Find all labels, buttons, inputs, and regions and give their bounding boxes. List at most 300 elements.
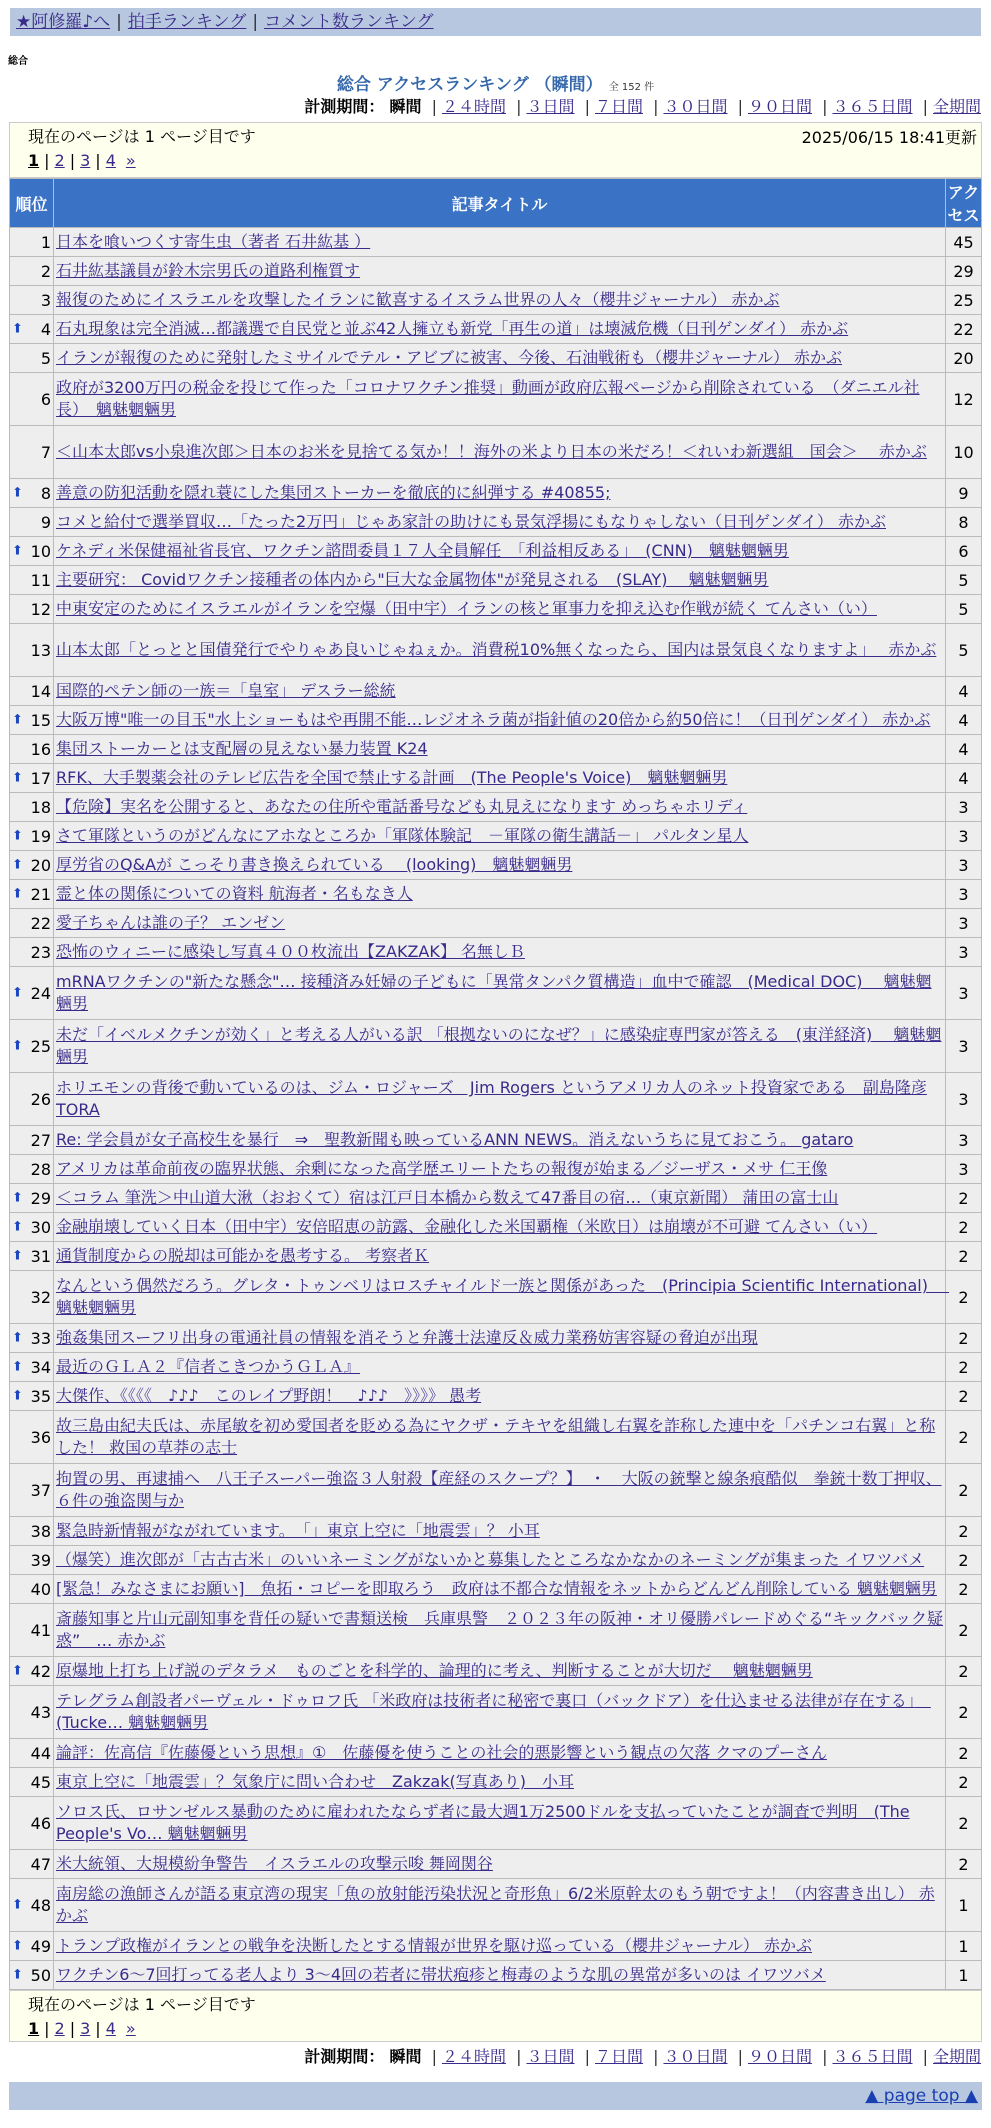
article-title-link[interactable]: 論評：佐高信『佐藤優という思想』① 佐藤優を使うことの社会的悪影響という観点の欠落 クマのプーさん — [56, 1743, 827, 1762]
rank-cell — [10, 1020, 54, 1073]
article-title-link[interactable]: ＜コラム 筆洗＞中山道大湫（おおくて）宿は江戸日本橋から数えて47番目の宿…（東京新聞） 蒲田の富士山 — [56, 1188, 839, 1207]
rank-cell — [10, 1768, 54, 1797]
rank-cell — [10, 1411, 54, 1464]
access-count: 2 — [946, 1353, 982, 1382]
article-title-link[interactable]: mRNAワクチンの"新たな懸念"… 接種済み妊婦の子どもに「異常タンパク質構造」血中で確認 (Medical DOC) 魑魅魍魎男 — [56, 972, 932, 1013]
period-link-90d[interactable]: ９０日間 — [747, 2047, 812, 2066]
article-title-link[interactable]: 愛子ちゃんは誰の子？ エンゼン — [56, 913, 286, 932]
rank-number: 38 — [30, 1521, 51, 1541]
article-title-link[interactable]: RFK、大手製薬会社のテレビ広告を全国で禁止する計画 (The People's Voice) 魑魅魍魎男 — [56, 768, 728, 787]
title-cell — [54, 1961, 946, 1990]
period-link-all[interactable]: 全期間 — [932, 97, 981, 116]
rank-cell — [10, 1879, 54, 1932]
article-title-link[interactable]: コメと給付で選挙買収…「たった2万円」じゃあ家計の助けにも景気浮揚にもなりゃしない（日刊ゲンダイ） 赤かぶ — [56, 512, 886, 531]
rank-cell — [10, 793, 54, 822]
article-title-link[interactable]: ワクチン6～7回打ってる老人より 3～4回の若者に帯状疱疹と梅毒のような肌の異常が多いのは イワツバメ — [56, 1965, 826, 1984]
access-count: 8 — [946, 508, 982, 537]
rank-number: 8 — [40, 483, 51, 503]
table-row — [10, 1020, 982, 1073]
column-header-access: アクセス — [946, 179, 982, 228]
nav-link-applause-ranking[interactable]: 拍手ランキング — [127, 12, 247, 32]
title-cell — [54, 1686, 946, 1739]
title-cell — [54, 735, 946, 764]
table-row — [10, 938, 982, 967]
rank-cell — [10, 706, 54, 735]
rank-number: 28 — [30, 1159, 51, 1179]
access-count: 45 — [946, 228, 982, 257]
table-row — [10, 595, 982, 624]
table-row — [10, 1879, 982, 1932]
table-row — [10, 1126, 982, 1155]
rank-number: 49 — [30, 1936, 51, 1956]
table-row — [10, 1411, 982, 1464]
up-arrow-icon: ⬆ — [12, 1663, 23, 1679]
rank-number: 25 — [30, 1036, 51, 1056]
article-title-link[interactable]: なんという偶然だろう。グレタ・トゥンベリはロスチャイルド一族と関係があった (Principia Scientific International) 魑魅魍魎男 — [56, 1276, 950, 1317]
rank-number: 41 — [30, 1620, 51, 1640]
up-arrow-icon: ⬆ — [12, 1388, 23, 1404]
title-cell — [54, 257, 946, 286]
table-row — [10, 1382, 982, 1411]
access-count: 5 — [946, 595, 982, 624]
period-selector-top: 計測期間： 瞬間 | ２４時間 | ３日間 | ７日間 | ３０日間 | ９０日間 | ３６５日間 | 全期間 — [304, 97, 981, 116]
title-cell — [54, 286, 946, 315]
article-title-link[interactable]: 政府が3200万円の税金を投じて作った「コロナワクチン推奨」動画が政府広報ページから削除されている （ダニエル社長） 魑魅魍魎男 — [56, 378, 920, 419]
article-title-link[interactable]: 山本太郎「とっとと国債発行でやりゃあ良いじゃねぇか。消費税10%無くなったら、国内は景気良くなりますよ」 赤かぶ — [56, 640, 937, 659]
table-row — [10, 508, 982, 537]
period-label: 計測期間： — [304, 2047, 385, 2066]
period-link-3d[interactable]: ３日間 — [526, 97, 575, 116]
title-cell — [54, 1657, 946, 1686]
rank-cell — [10, 1271, 54, 1324]
category-label: 総合 — [8, 56, 28, 67]
article-title-link[interactable]: 拘置の男、再逮捕へ 八王子スーパー強盗３人射殺【産経のスクープ？】 ・ 大阪の銃撃と線条痕酷似 拳銃十数丁押収、６件の強盗関与か — [56, 1469, 942, 1510]
rank-cell — [10, 537, 54, 566]
article-title-link[interactable]: [緊急！みなさまにお願い] 魚拓・コピーを即取ろう 政府は不都合な情報をネットからどんどん削除している 魑魅魍魎男 — [56, 1579, 937, 1598]
rank-number: 31 — [30, 1246, 51, 1266]
rank-cell — [10, 1382, 54, 1411]
table-row — [10, 735, 982, 764]
up-arrow-icon: ⬆ — [12, 1897, 23, 1913]
rank-number: 33 — [30, 1328, 51, 1348]
up-arrow-icon: ⬆ — [12, 1038, 23, 1054]
rank-number: 45 — [30, 1772, 51, 1792]
title-cell — [54, 1353, 946, 1382]
rank-number: 43 — [30, 1702, 51, 1722]
access-count: 1 — [946, 1932, 982, 1961]
article-title-link[interactable]: テレグラム創設者パーヴェル・ドゥロフ氏 「米政府は技術者に秘密で裏口（バックドア）を仕込ませる法律が存在する」 (Tucke… 魑魅魍魎男 — [56, 1691, 931, 1732]
table-row — [10, 1184, 982, 1213]
table-row — [10, 1961, 982, 1990]
article-title-link[interactable]: イランが報復のために発射したミサイルでテル・アビブに被害、今後、石油戦術も（櫻井ジャーナル） 赤かぶ — [56, 348, 843, 367]
rank-cell — [10, 1657, 54, 1686]
access-count: 2 — [946, 1242, 982, 1271]
ranking-table — [9, 178, 982, 1990]
rank-number: 35 — [30, 1386, 51, 1406]
article-title-link[interactable]: 大阪万博"唯一の目玉"水上ショーもはや再開不能…レジオネラ菌が指針値の20倍から約50倍に！（日刊ゲンダイ） 赤かぶ — [56, 710, 931, 729]
table-row — [10, 1155, 982, 1184]
rank-number: 29 — [30, 1188, 51, 1208]
rank-number: 16 — [30, 739, 51, 759]
ranking-title-text: 総合 アクセスランキング （瞬間） — [336, 75, 603, 95]
article-title-link[interactable]: Re: 学会員が女子高校生を暴行 ⇒ 聖教新聞も映っているANN NEWS。消えないうちに見ておこう。 gataro — [56, 1130, 854, 1149]
rank-number: 6 — [40, 389, 51, 409]
rank-cell — [10, 1324, 54, 1353]
access-count: 12 — [946, 373, 982, 426]
article-title-link[interactable]: ソロス氏、ロサンゼルス暴動のために雇われたならず者に最大週1万2500ドルを支払っていたことが調査で判明 (The People's Vo… 魑魅魍魎男 — [56, 1802, 910, 1843]
access-count: 3 — [946, 938, 982, 967]
page-link-2[interactable]: 2 — [54, 151, 65, 170]
article-title-link[interactable]: 緊急時新情報がながれています。 「」東京上空に「地震雲」？ 小耳 — [56, 1521, 540, 1540]
title-cell — [54, 1073, 946, 1126]
up-arrow-icon: ⬆ — [12, 712, 23, 728]
rank-number: 5 — [40, 348, 51, 368]
rank-cell — [10, 822, 54, 851]
rank-number: 30 — [30, 1217, 51, 1237]
title-cell — [54, 1184, 946, 1213]
rank-cell — [10, 677, 54, 706]
article-title-link[interactable]: （爆笑）進次郎が「古古古米」のいいネーミングがないかと募集したところなかなかのネーミングが集まった イワツバメ — [56, 1550, 925, 1569]
page-links: 1 | 2 | 3 | 4 » — [28, 151, 136, 170]
page-top-link[interactable]: ▲ page top ▲ — [865, 2086, 978, 2106]
article-title-link[interactable]: ＜山本太郎vs小泉進次郎＞日本のお米を見捨てる気か！！海外の米より日本の米だろ！＜れいわ新選組 国会＞ 赤かぶ — [56, 442, 927, 461]
rank-number: 2 — [40, 261, 51, 281]
rank-cell — [10, 624, 54, 677]
title-cell — [54, 1324, 946, 1353]
title-cell — [54, 1382, 946, 1411]
rank-cell — [10, 508, 54, 537]
table-row — [10, 1768, 982, 1797]
access-count: 3 — [946, 880, 982, 909]
table-row — [10, 537, 982, 566]
period-link-365d[interactable]: ３６５日間 — [832, 2047, 913, 2066]
period-link-24h[interactable]: ２４時間 — [441, 97, 506, 116]
access-count: 4 — [946, 764, 982, 793]
title-cell — [54, 1126, 946, 1155]
rank-number: 1 — [40, 232, 51, 252]
table-row — [10, 1464, 982, 1517]
nav-link-comment-ranking[interactable]: コメント数ランキング — [264, 12, 434, 32]
rank-number: 48 — [30, 1895, 51, 1915]
access-count: 2 — [946, 1517, 982, 1546]
table-row — [10, 706, 982, 735]
access-count: 6 — [946, 537, 982, 566]
article-title-link[interactable]: 集団ストーカーとは支配層の見えない暴力装置 K24 — [56, 739, 428, 758]
title-cell — [54, 1464, 946, 1517]
access-count: 2 — [946, 1850, 982, 1879]
title-cell — [54, 1604, 946, 1657]
title-cell — [54, 479, 946, 508]
article-title-link[interactable]: 東京上空に「地震雲」？気象庁に問い合わせ Zakzak(写真あり) 小耳 — [56, 1772, 574, 1791]
title-cell — [54, 851, 946, 880]
rank-number: 19 — [30, 826, 51, 846]
rank-cell — [10, 1464, 54, 1517]
title-cell — [54, 1242, 946, 1271]
up-arrow-icon: ⬆ — [12, 1248, 23, 1264]
rank-number: 22 — [30, 913, 51, 933]
title-cell — [54, 228, 946, 257]
pagination-bottom — [9, 1990, 982, 2042]
rank-number: 37 — [30, 1480, 51, 1500]
period-link-24h[interactable]: ２４時間 — [441, 2047, 506, 2066]
title-cell — [54, 566, 946, 595]
rank-cell — [10, 967, 54, 1020]
page-next-link[interactable]: » — [125, 2019, 136, 2038]
table-row — [10, 344, 982, 373]
title-cell — [54, 537, 946, 566]
title-cell — [54, 967, 946, 1020]
period-link-30d[interactable]: ３０日間 — [663, 97, 728, 116]
article-title-link[interactable]: さて軍隊というのがどんなにアホなところか「軍隊体験記 －軍隊の衛生講話－」 パルタン星人 — [56, 826, 749, 845]
total-count: 全 152 件 — [608, 82, 655, 93]
article-title-link[interactable]: 国際的ペテン師の一族＝「皇室」 デスラー総統 — [56, 681, 396, 700]
title-cell — [54, 344, 946, 373]
title-cell — [54, 1739, 946, 1768]
article-title-link[interactable]: 石井紘基議員が鈴木宗男氏の道路利権質す — [56, 261, 361, 280]
page-links: 1 | 2 | 3 | 4 » — [28, 2019, 136, 2038]
column-header-rank: 順位 — [10, 179, 54, 228]
article-title-link[interactable]: 南房総の漁師さんが語る東京湾の現実「魚の放射能汚染状況と奇形魚」6/2米原幹太のもう朝ですよ！（内容書き出し） 赤かぶ — [56, 1884, 935, 1925]
rank-cell — [10, 1686, 54, 1739]
rank-cell — [10, 909, 54, 938]
article-title-link[interactable]: 厚労省のQ&Aが こっそり書き換えられている (looking) 魑魅魍魎男 — [56, 855, 573, 874]
page-link-4[interactable]: 4 — [105, 2019, 116, 2038]
access-count: 3 — [946, 1020, 982, 1073]
rank-cell — [10, 286, 54, 315]
title-cell — [54, 426, 946, 479]
rank-number: 40 — [30, 1579, 51, 1599]
rank-cell — [10, 479, 54, 508]
rank-number: 18 — [30, 797, 51, 817]
article-title-link[interactable]: 善意の防犯活動を隠れ蓑にした集団ストーカーを徹底的に糾弾する #40855; — [56, 483, 611, 502]
rank-cell — [10, 1126, 54, 1155]
title-cell — [54, 1213, 946, 1242]
access-count: 29 — [946, 257, 982, 286]
rank-number: 42 — [30, 1661, 51, 1681]
table-row — [10, 1575, 982, 1604]
page-link-3[interactable]: 3 — [80, 151, 91, 170]
rank-number: 23 — [30, 942, 51, 962]
title-cell — [54, 1411, 946, 1464]
table-row — [10, 1686, 982, 1739]
access-count: 2 — [946, 1213, 982, 1242]
rank-cell — [10, 1184, 54, 1213]
article-title-link[interactable]: トランプ政権がイランとの戦争を決断したとする情報が世界を駆け巡っている（櫻井ジャーナル） 赤かぶ — [56, 1936, 812, 1955]
access-count: 2 — [946, 1464, 982, 1517]
access-count: 3 — [946, 822, 982, 851]
access-count: 4 — [946, 735, 982, 764]
table-row — [10, 909, 982, 938]
table-row — [10, 1604, 982, 1657]
rank-number: 36 — [30, 1427, 51, 1447]
rank-number: 7 — [40, 442, 51, 462]
title-cell — [54, 909, 946, 938]
page-link-3[interactable]: 3 — [80, 2019, 91, 2038]
table-row — [10, 624, 982, 677]
up-arrow-icon: ⬆ — [12, 1219, 23, 1235]
article-title-link[interactable]: 強姦集団スーフリ出身の電通社員の情報を消そうと弁護士法違反＆威力業務妨害容疑の脅迫が出現 — [56, 1328, 758, 1347]
table-row — [10, 228, 982, 257]
access-count: 3 — [946, 1126, 982, 1155]
rank-number: 15 — [30, 710, 51, 730]
article-title-link[interactable]: 霊と体の関係についての資料 航海者・名もなき人 — [56, 884, 413, 903]
rank-cell — [10, 938, 54, 967]
title-cell — [54, 1517, 946, 1546]
title-cell — [54, 373, 946, 426]
article-title-link[interactable]: 故三島由紀夫氏は、赤尾敏を初め愛国者を貶める為にヤクザ・テキヤを組織し右翼を詐称した連中を「パチンコ右翼」と称した！ 救国の草莽の志士 — [56, 1416, 936, 1457]
period-link-all[interactable]: 全期間 — [932, 2047, 981, 2066]
column-header-title: 記事タイトル — [54, 179, 946, 228]
rank-cell — [10, 426, 54, 479]
page-link-4[interactable]: 4 — [105, 151, 116, 170]
rank-cell — [10, 1073, 54, 1126]
article-title-link[interactable]: 金融崩壊していく日本（田中宇）安倍昭恵の訪露、金融化した米国覇権（米欧日）は崩壊が不可避 てんさい（い） — [56, 1217, 878, 1236]
table-row — [10, 479, 982, 508]
rank-cell — [10, 373, 54, 426]
rank-number: 50 — [30, 1965, 51, 1985]
period-link-30d[interactable]: ３０日間 — [663, 2047, 728, 2066]
article-title-link[interactable]: 日本を喰いつくす寄生虫（著者 石井紘基 ） — [56, 232, 371, 251]
rank-cell — [10, 344, 54, 373]
article-title-link[interactable]: 石丸現象は完全消滅…都議選で自民党と並ぶ42人擁立も新党「再生の道」は壊滅危機（日刊ゲンダイ） 赤かぶ — [56, 319, 849, 338]
rank-number: 46 — [30, 1813, 51, 1833]
rank-number: 13 — [30, 640, 51, 660]
table-header-row — [10, 179, 982, 228]
table-row — [10, 793, 982, 822]
rank-number: 3 — [40, 290, 51, 310]
article-title-link[interactable]: ホリエモンの背後で動いているのは、ジム・ロジャーズ Jim Rogers というアメリカ人のネット投資家である 副島隆彦 TORA — [56, 1078, 927, 1119]
page-current: 1 — [28, 151, 40, 170]
rank-number: 9 — [40, 512, 51, 532]
rank-number: 17 — [30, 768, 51, 788]
period-link-90d[interactable]: ９０日間 — [747, 97, 812, 116]
rank-number: 47 — [30, 1854, 51, 1874]
title-cell — [54, 1850, 946, 1879]
access-count: 2 — [946, 1797, 982, 1850]
title-cell — [54, 315, 946, 344]
article-title-link[interactable]: 大傑作、《《《《 ♪♪♪ このレイプ野朗！ ♪♪♪ 》》》》 愚考 — [56, 1386, 482, 1405]
table-row — [10, 1739, 982, 1768]
article-title-link[interactable]: 通貨制度からの脱却は可能かを愚考する。 考察者Ｋ — [56, 1246, 430, 1265]
ranking-title — [0, 70, 991, 95]
rank-cell — [10, 1213, 54, 1242]
table-row — [10, 315, 982, 344]
article-title-link[interactable]: 報復のためにイスラエルを攻撃したイランに歓喜するイスラム世界の人々（櫻井ジャーナル） 赤かぶ — [56, 290, 780, 309]
rank-cell — [10, 1155, 54, 1184]
article-title-link[interactable]: 中東安定のためにイスラエルがイランを空爆（田中宇）イランの核と軍事力を抑え込む作戦が続く てんさい（い） — [56, 599, 877, 618]
rank-cell — [10, 1242, 54, 1271]
title-cell — [54, 880, 946, 909]
page-info: 現在のページは 1 ページ目です — [28, 127, 256, 146]
access-count: 2 — [946, 1768, 982, 1797]
rank-cell — [10, 735, 54, 764]
rank-number: 4 — [40, 319, 51, 339]
article-title-link[interactable]: 【危険】実名を公開すると、あなたの住所や電話番号なども丸見えになります めっちゃホリディ — [56, 797, 748, 816]
rank-number: 10 — [30, 541, 51, 561]
table-row — [10, 1271, 982, 1324]
access-count: 2 — [946, 1604, 982, 1657]
up-arrow-icon: ⬆ — [12, 1967, 23, 1983]
title-cell — [54, 1879, 946, 1932]
access-count: 5 — [946, 566, 982, 595]
rank-cell — [10, 1546, 54, 1575]
rank-number: 20 — [30, 855, 51, 875]
title-cell — [54, 1797, 946, 1850]
title-cell — [54, 624, 946, 677]
article-title-link[interactable]: アメリカは革命前夜の臨界状態、余剰になった高学歴エリートたちの報復が始まる／ジーザス・メサ 仁王像 — [56, 1159, 828, 1178]
rank-cell — [10, 566, 54, 595]
period-link-7d[interactable]: ７日間 — [594, 97, 643, 116]
period-link-3d[interactable]: ３日間 — [526, 2047, 575, 2066]
period-current: 瞬間 — [389, 2047, 422, 2066]
article-title-link[interactable]: 恐怖のウィニーに感染し写真４００枚流出【ZAKZAK】 名無しＢ — [56, 942, 525, 961]
period-selector-bottom: 計測期間： 瞬間 | ２４時間 | ３日間 | ７日間 | ３０日間 | ９０日間 | ３６５日間 | 全期間 — [304, 2047, 981, 2066]
up-arrow-icon: ⬆ — [12, 828, 23, 844]
article-title-link[interactable]: 原爆地上打ち上げ説のデタラメ ものごとを科学的、論理的に考え、判断することが大切だ 魑魅魍魎男 — [56, 1661, 813, 1680]
up-arrow-icon: ⬆ — [12, 857, 23, 873]
updated-timestamp: 2025/06/15 18:41更新 — [801, 128, 977, 147]
rank-cell — [10, 257, 54, 286]
up-arrow-icon: ⬆ — [12, 1938, 23, 1954]
rank-cell — [10, 1575, 54, 1604]
title-cell — [54, 1546, 946, 1575]
table-row — [10, 1850, 982, 1879]
nav-separator: | — [116, 12, 122, 32]
article-title-link[interactable]: 最近のＧＬＡ２『信者こきつかうＧＬＡ』 — [56, 1357, 361, 1376]
up-arrow-icon: ⬆ — [12, 886, 23, 902]
rank-number: 11 — [30, 570, 51, 590]
table-row — [10, 1324, 982, 1353]
up-arrow-icon: ⬆ — [12, 985, 23, 1001]
title-cell — [54, 1155, 946, 1184]
page-info: 現在のページは 1 ページ目です — [28, 1995, 256, 2014]
rank-number: 32 — [30, 1287, 51, 1307]
up-arrow-icon: ⬆ — [12, 321, 23, 337]
access-count: 4 — [946, 677, 982, 706]
rank-number: 14 — [30, 681, 51, 701]
table-row — [10, 1517, 982, 1546]
period-link-365d[interactable]: ３６５日間 — [832, 97, 913, 116]
access-count: 3 — [946, 851, 982, 880]
table-row — [10, 1657, 982, 1686]
title-cell — [54, 938, 946, 967]
article-title-link[interactable]: ケネディ米保健福祉省長官、ワクチン諮問委員１７人全員解任 「利益相反ある」 (CNN) 魑魅魍魎男 — [56, 541, 789, 560]
title-cell — [54, 595, 946, 624]
rank-number: 26 — [30, 1089, 51, 1109]
access-count: 3 — [946, 1073, 982, 1126]
access-count: 3 — [946, 793, 982, 822]
table-row — [10, 286, 982, 315]
period-link-7d[interactable]: ７日間 — [594, 2047, 643, 2066]
title-cell — [54, 677, 946, 706]
article-title-link[interactable]: 未だ「イベルメクチンが効く」と考える人がいる訳 「根拠ないのになぜ？」に感染症専門家が答える (東洋経済) 魑魅魍魎男 — [56, 1025, 942, 1066]
access-count: 4 — [946, 706, 982, 735]
access-count: 1 — [946, 1879, 982, 1932]
footer-bar — [9, 2082, 982, 2110]
article-title-link[interactable]: 斎藤知事と片山元副知事を背任の疑いで書類送検 兵庫県警 ２０２３年の阪神・オリ優勝パレードめぐる“キックバック疑惑” … 赤かぶ — [56, 1609, 944, 1650]
nav-link-asyura[interactable]: ★阿修羅♪へ — [16, 12, 111, 32]
article-title-link[interactable]: 主要研究： Covidワクチン接種者の体内から"巨大な金属物体"が発見される (SLAY) 魑魅魍魎男 — [56, 570, 769, 589]
rank-cell — [10, 1604, 54, 1657]
table-row — [10, 880, 982, 909]
rank-number: 44 — [30, 1743, 51, 1763]
page-link-2[interactable]: 2 — [54, 2019, 65, 2038]
rank-cell — [10, 1932, 54, 1961]
article-title-link[interactable]: 米大統領、大規模紛争警告 イスラエルの攻撃示唆 舞岡関谷 — [56, 1854, 493, 1873]
page-next-link[interactable]: » — [125, 151, 136, 170]
access-count: 2 — [946, 1324, 982, 1353]
title-cell — [54, 1768, 946, 1797]
